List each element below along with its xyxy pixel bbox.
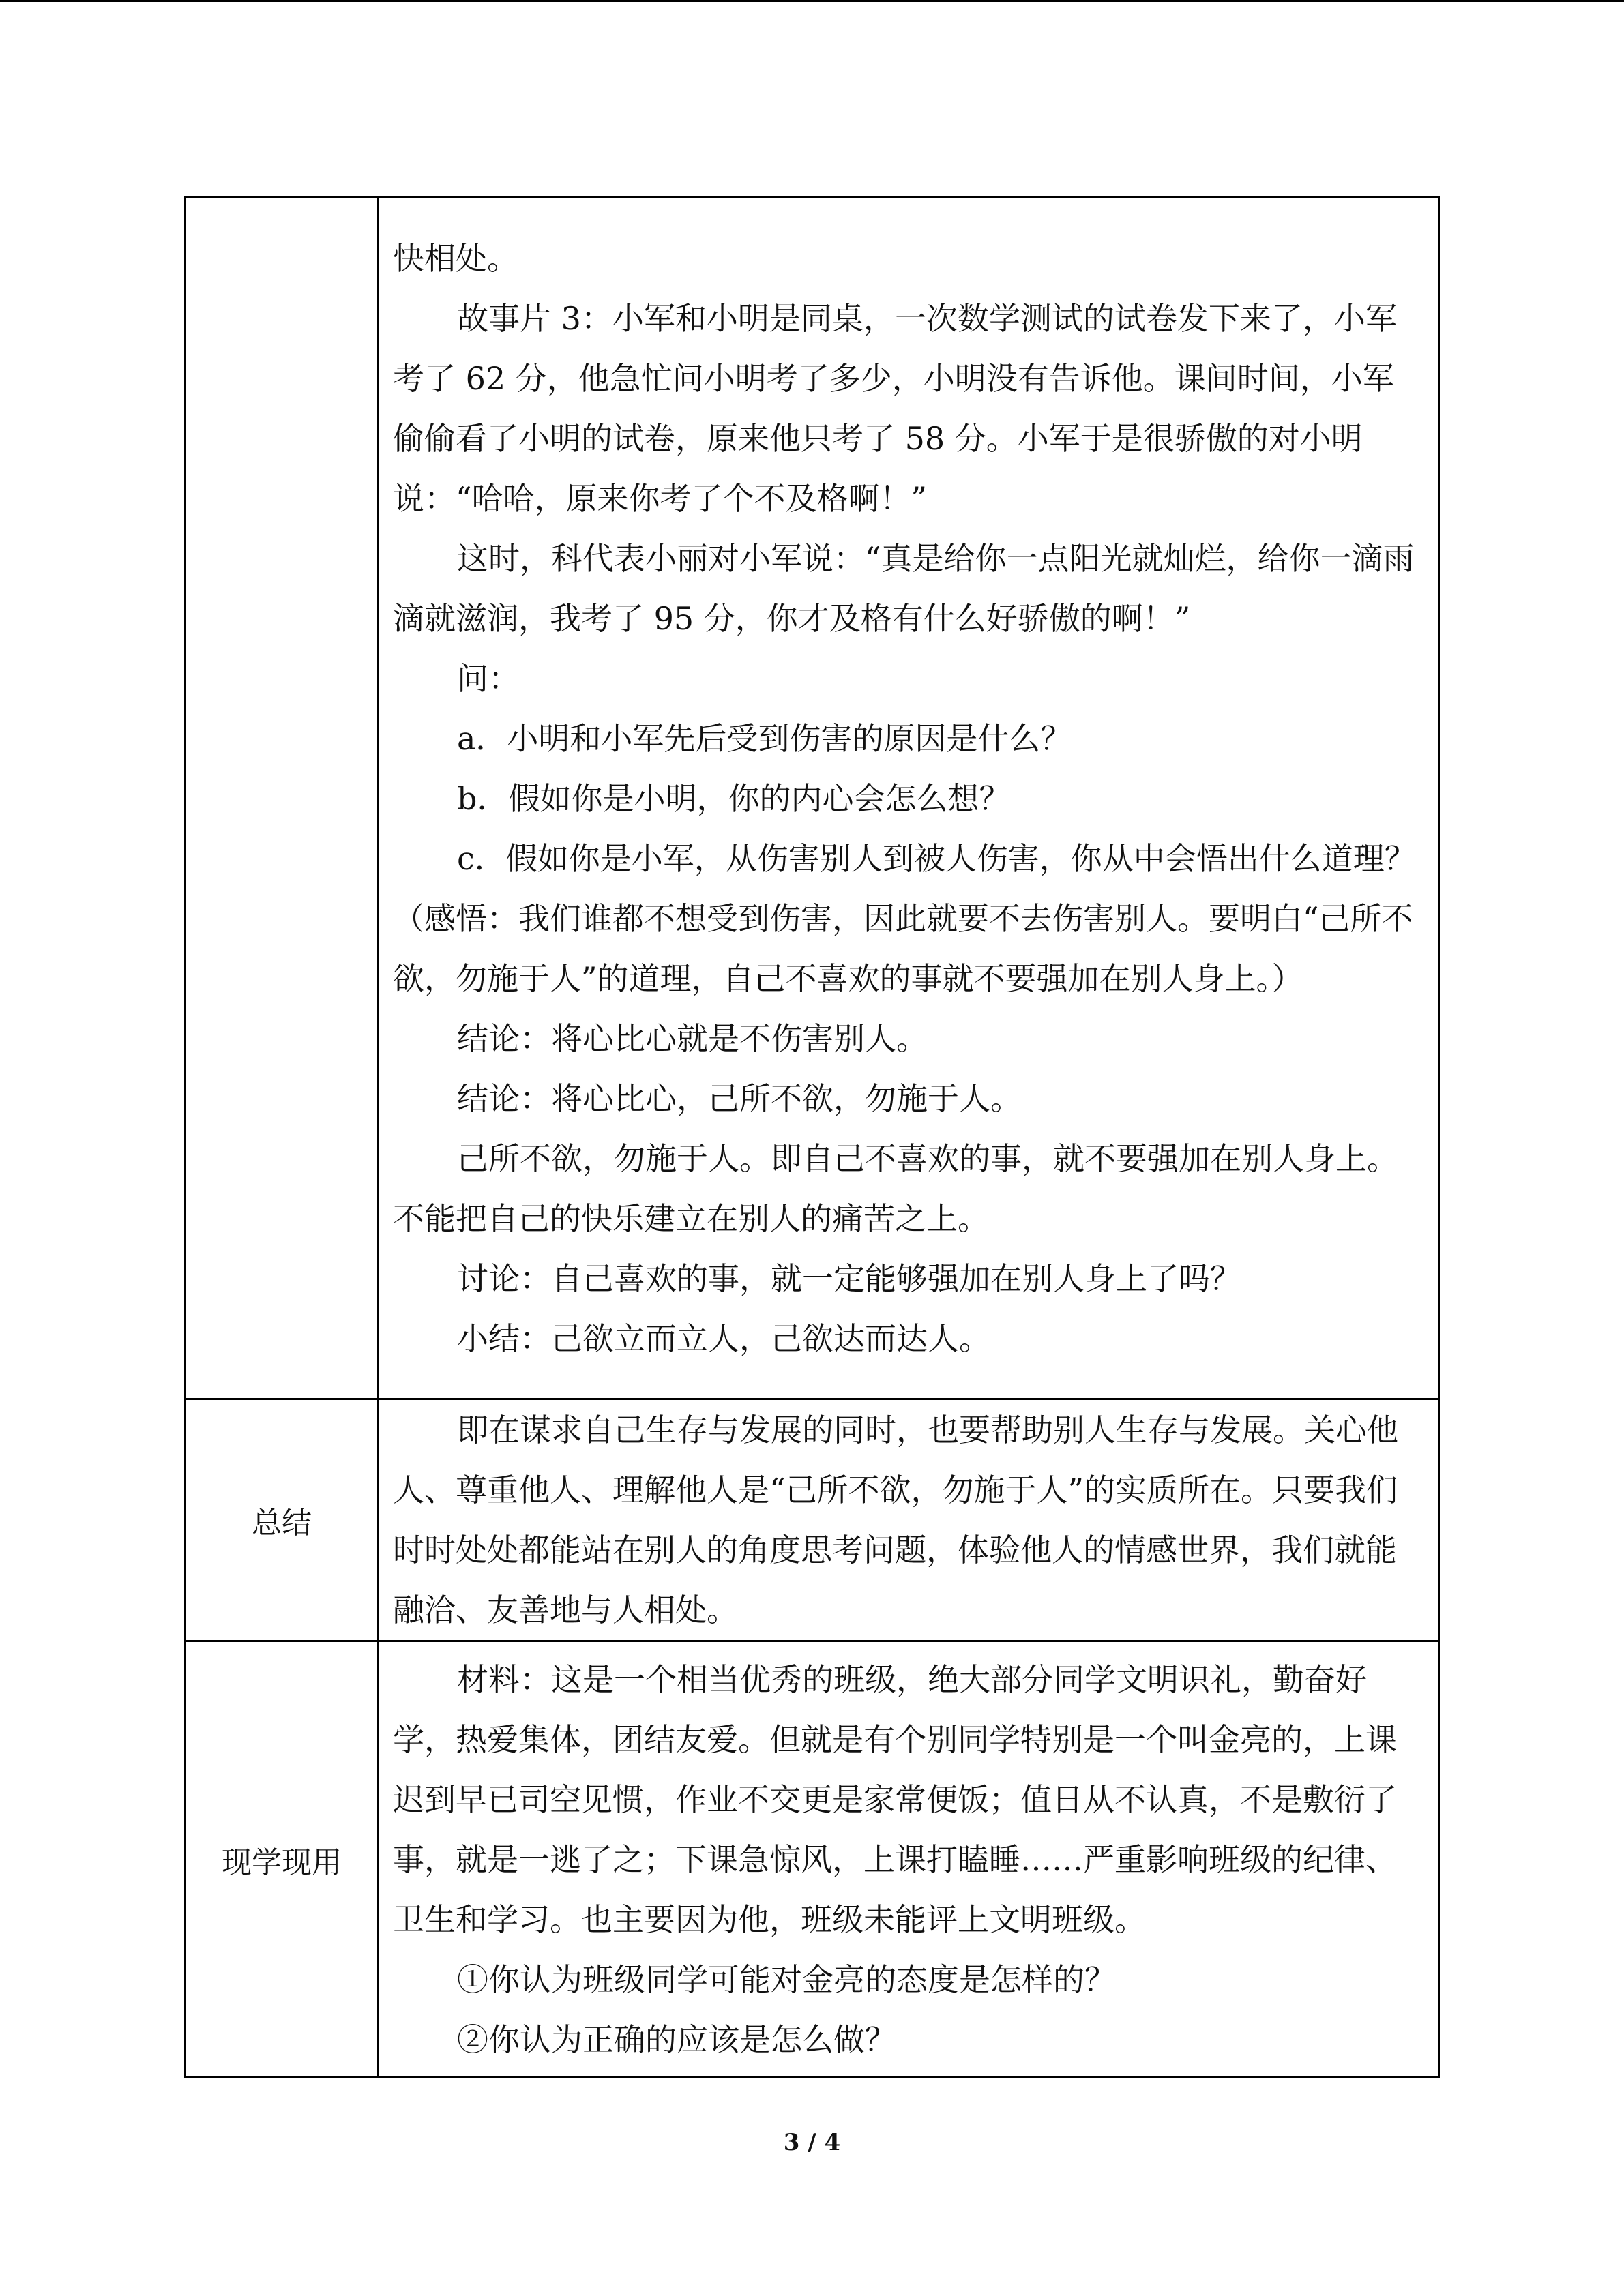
row-content-story [379, 198, 1439, 1399]
paragraph: ②你认为正确的应该是怎么做？ [457, 2021, 896, 2058]
row-content-summary [379, 1399, 1439, 1641]
paragraph: b．假如你是小明，你的内心会怎么想？ [457, 779, 1011, 817]
paragraph: 材料：这是一个相当优秀的班级，绝大部分同学文明识礼，勤奋好学，热爱集体，团结友爱。但就是有个别同学特别是一个叫金亮的，上课迟到早已司空见惯，作业不交更是家常便饭；值日从不认真，不是敷衍了事，就是一逃了之；下课急惊风，上课打瞌睡……严重影响班级的纪律、卫生和学习。也主要因为他，班级未能评上文明班级。 [393, 1660, 1397, 1938]
row-label-summary: 总结 [186, 1399, 379, 1641]
row-content-practice [379, 1641, 1439, 2078]
paragraph: 讨论：自己喜欢的事，就一定能够强加在别人身上了吗？ [457, 1259, 1241, 1297]
paragraph: 小结：己欲立而立人，己欲达而达人。 [457, 1320, 990, 1357]
top-border-line [0, 0, 1624, 2]
paragraph: 这时，科代表小丽对小军说：“真是给你一点阳光就灿烂，给你一滴雨滴就滋润，我考了 95 分，你才及格有什么好骄傲的啊！” [393, 539, 1415, 637]
paragraph: 己所不欲，勿施于人。即自己不喜欢的事，就不要强加在别人身上。不能把自己的快乐建立在别人的痛苦之上。 [393, 1139, 1398, 1237]
table-row-practice [186, 1641, 1439, 2078]
lesson-plan-table [184, 196, 1440, 2078]
paragraph: 即在谋求自己生存与发展的同时，也要帮助别人生存与发展。关心他人、尊重他人、理解他人是“己所不欲，勿施于人”的实质所在。只要我们时时处处都能站在别人的角度思考问题，体验他人的情感世界，我们就能融洽、友善地与人相处。 [393, 1412, 1398, 1628]
table-row-story [186, 198, 1439, 1399]
paragraph: a．小明和小军先后受到伤害的原因是什么？ [457, 719, 1072, 757]
paragraph: 结论：将心比心，己所不欲，勿施于人。 [457, 1079, 1022, 1117]
paragraph: 结论：将心比心就是不伤害别人。 [457, 1019, 928, 1057]
row-label-practice: 现学现用 [186, 1641, 379, 2078]
paragraph: ①你认为班级同学可能对金亮的态度是怎样的？ [457, 1960, 1116, 1998]
row-label-empty [186, 198, 379, 1399]
paragraph: c．假如你是小军，从伤害别人到被人伤害，你从中会悟出什么道理？（感悟：我们谁都不想受到伤害，因此就要不去伤害别人。要明白“己所不欲，勿施于人”的道理，自己不喜欢的事就不要强加在别人身上。） [393, 839, 1416, 997]
paragraph: 快相处。 [393, 239, 518, 277]
paragraph: 故事片 3：小军和小明是同桌，一次数学测试的试卷发下来了，小军考了 62 分，他急忙问小明考了多少，小明没有告诉他。课间时间，小军偷偷看了小明的试卷，原来他只考了 58 分。小军于是很骄傲的对小明说：“哈哈，原来你考了个不及格啊！” [393, 299, 1397, 517]
page-number: 3 / 4 [783, 2129, 841, 2156]
paragraph: 问： [457, 659, 520, 697]
table-row-summary [186, 1399, 1439, 1641]
